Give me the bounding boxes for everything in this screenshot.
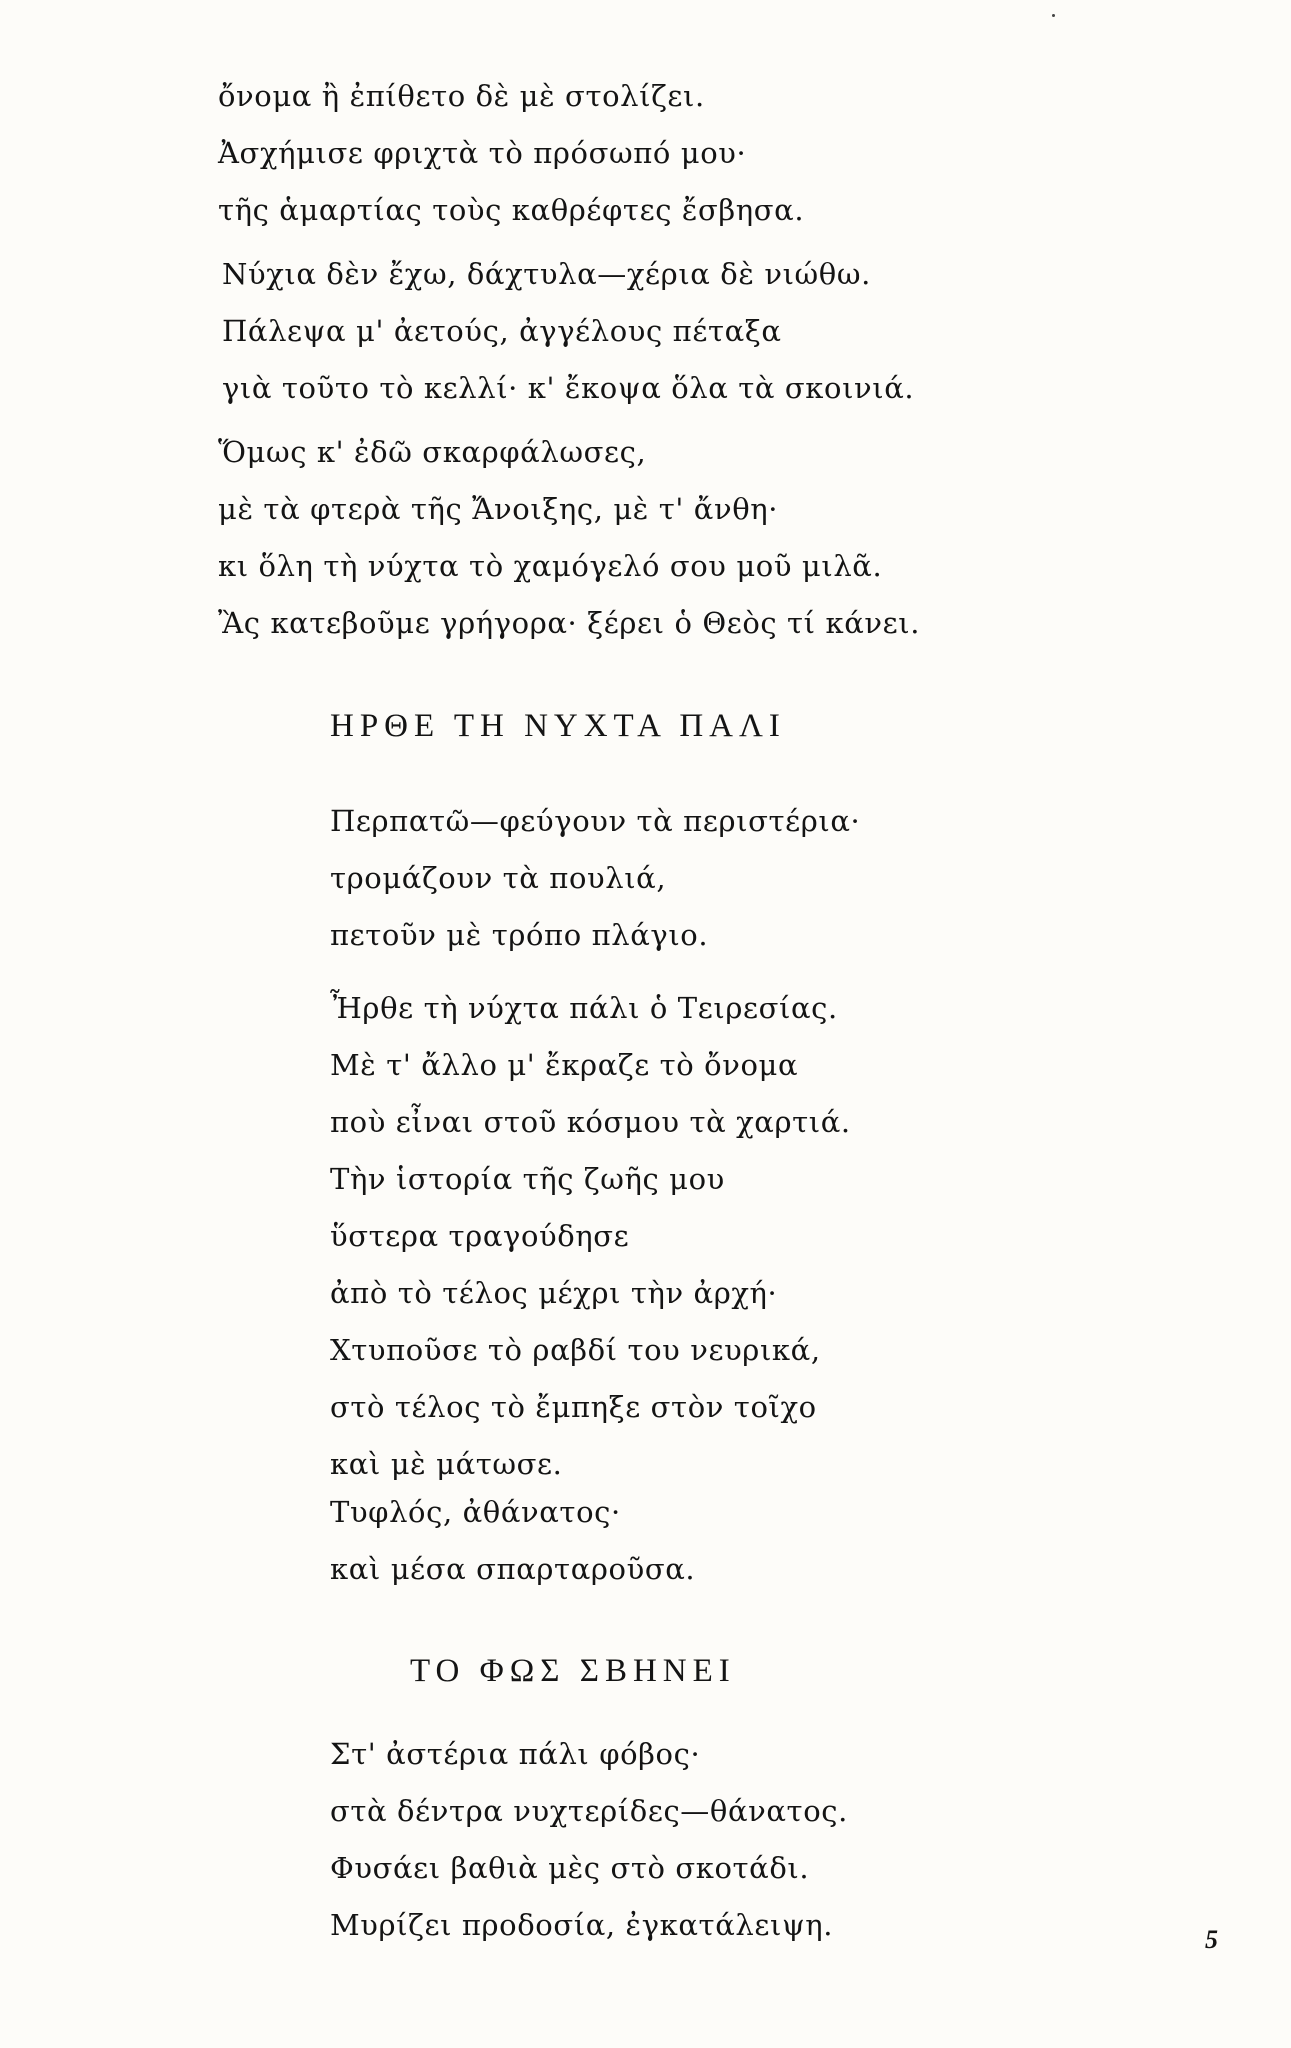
top-poem-stanza-3 <box>218 424 920 652</box>
paper-speck <box>1052 14 1055 17</box>
poem-line: Ἦρθε τὴ νύχτα πάλι ὁ Τειρεσίας. <box>330 991 838 1025</box>
poem-line: Μυρίζει προδοσία, ἐγκατάλειψη. <box>330 1908 834 1942</box>
poem-line: Ἀσχήμισε φριχτὰ τὸ πρόσωπό μου· <box>218 136 747 170</box>
poem-line: στὸ τέλος τὸ ἔμπηξε στὸν τοῖχο <box>330 1390 817 1424</box>
poem-line: Περπατῶ—φεύγουν τὰ περιστέρια· <box>330 804 861 838</box>
poem-line: καὶ μέσα σπαρταροῦσα. <box>330 1552 696 1586</box>
poem-line: μὲ τὰ φτερὰ τῆς Ἄνοιξης, μὲ τ' ἄνθη· <box>218 492 779 526</box>
poem-line: Μὲ τ' ἄλλο μ' ἔκραζε τὸ ὄνομα <box>330 1048 799 1082</box>
poem-line: Τὴν ἱστορία τῆς ζωῆς μου <box>330 1162 725 1196</box>
poem-line: Τυφλός, ἀθάνατος· <box>330 1495 621 1529</box>
poem-line: κι ὅλη τὴ νύχτα τὸ χαμόγελό σου μοῦ μιλᾶ. <box>218 549 883 583</box>
poem-line: Χτυποῦσε τὸ ραβδί του νευρικά, <box>330 1333 821 1367</box>
poem-line: πετοῦν μὲ τρόπο πλάγιο. <box>330 918 709 952</box>
poem-line: τῆς ἁμαρτίας τοὺς καθρέφτες ἔσβησα. <box>218 193 805 227</box>
poem-line: τρομάζουν τὰ πουλιά, <box>330 861 667 895</box>
poem-line: ποὺ εἶναι στοῦ κόσμου τὰ χαρτιά. <box>330 1105 851 1139</box>
poem-2-stanza-1 <box>330 793 860 964</box>
poem-line: ὄνομα ἢ ἐπίθετο δὲ μὲ στολίζει. <box>218 79 705 113</box>
poem-line: Νύχια δὲν ἔχω, δάχτυλα—χέρια δὲ νιώθω. <box>222 257 871 291</box>
poem-line: ἀπὸ τὸ τέλος μέχρι τὴν ἀρχή· <box>330 1276 778 1310</box>
poem-line: Ἂς κατεβοῦμε γρήγορα· ξέρει ὁ Θεὸς τί κάνει. <box>218 606 921 640</box>
poem-2-stanza-2 <box>330 980 851 1493</box>
poem-line: στὰ δέντρα νυχτερίδες—θάνατος. <box>330 1794 848 1828</box>
poem-line: Ὅμως κ' ἐδῶ σκαρφάλωσες, <box>218 435 647 469</box>
poem-title: ΗΡΘΕ ΤΗ ΝΥΧΤΑ ΠΑΛΙ <box>330 708 786 744</box>
poem-3-stanza-1 <box>330 1726 848 1954</box>
poem-2-stanza-3 <box>330 1484 695 1598</box>
top-poem-stanza-2 <box>222 246 914 417</box>
poem-line: Στ' ἀστέρια πάλι φόβος· <box>330 1737 701 1771</box>
poem-title: ΤΟ ΦΩΣ ΣΒΗΝΕΙ <box>410 1653 736 1689</box>
poem-line: Πάλεψα μ' ἀετούς, ἀγγέλους πέταξα <box>222 314 782 348</box>
poem-line: Φυσάει βαθιὰ μὲς στὸ σκοτάδι. <box>330 1851 810 1885</box>
poem-line: καὶ μὲ μάτωσε. <box>330 1447 563 1481</box>
page-number: 5 <box>1205 1925 1218 1954</box>
poem-line: ὕστερα τραγούδησε <box>330 1219 630 1253</box>
poem-line: γιὰ τοῦτο τὸ κελλί· κ' ἔκοψα ὅλα τὰ σκοινιά. <box>222 371 915 405</box>
top-poem-stanza-1 <box>218 68 804 239</box>
